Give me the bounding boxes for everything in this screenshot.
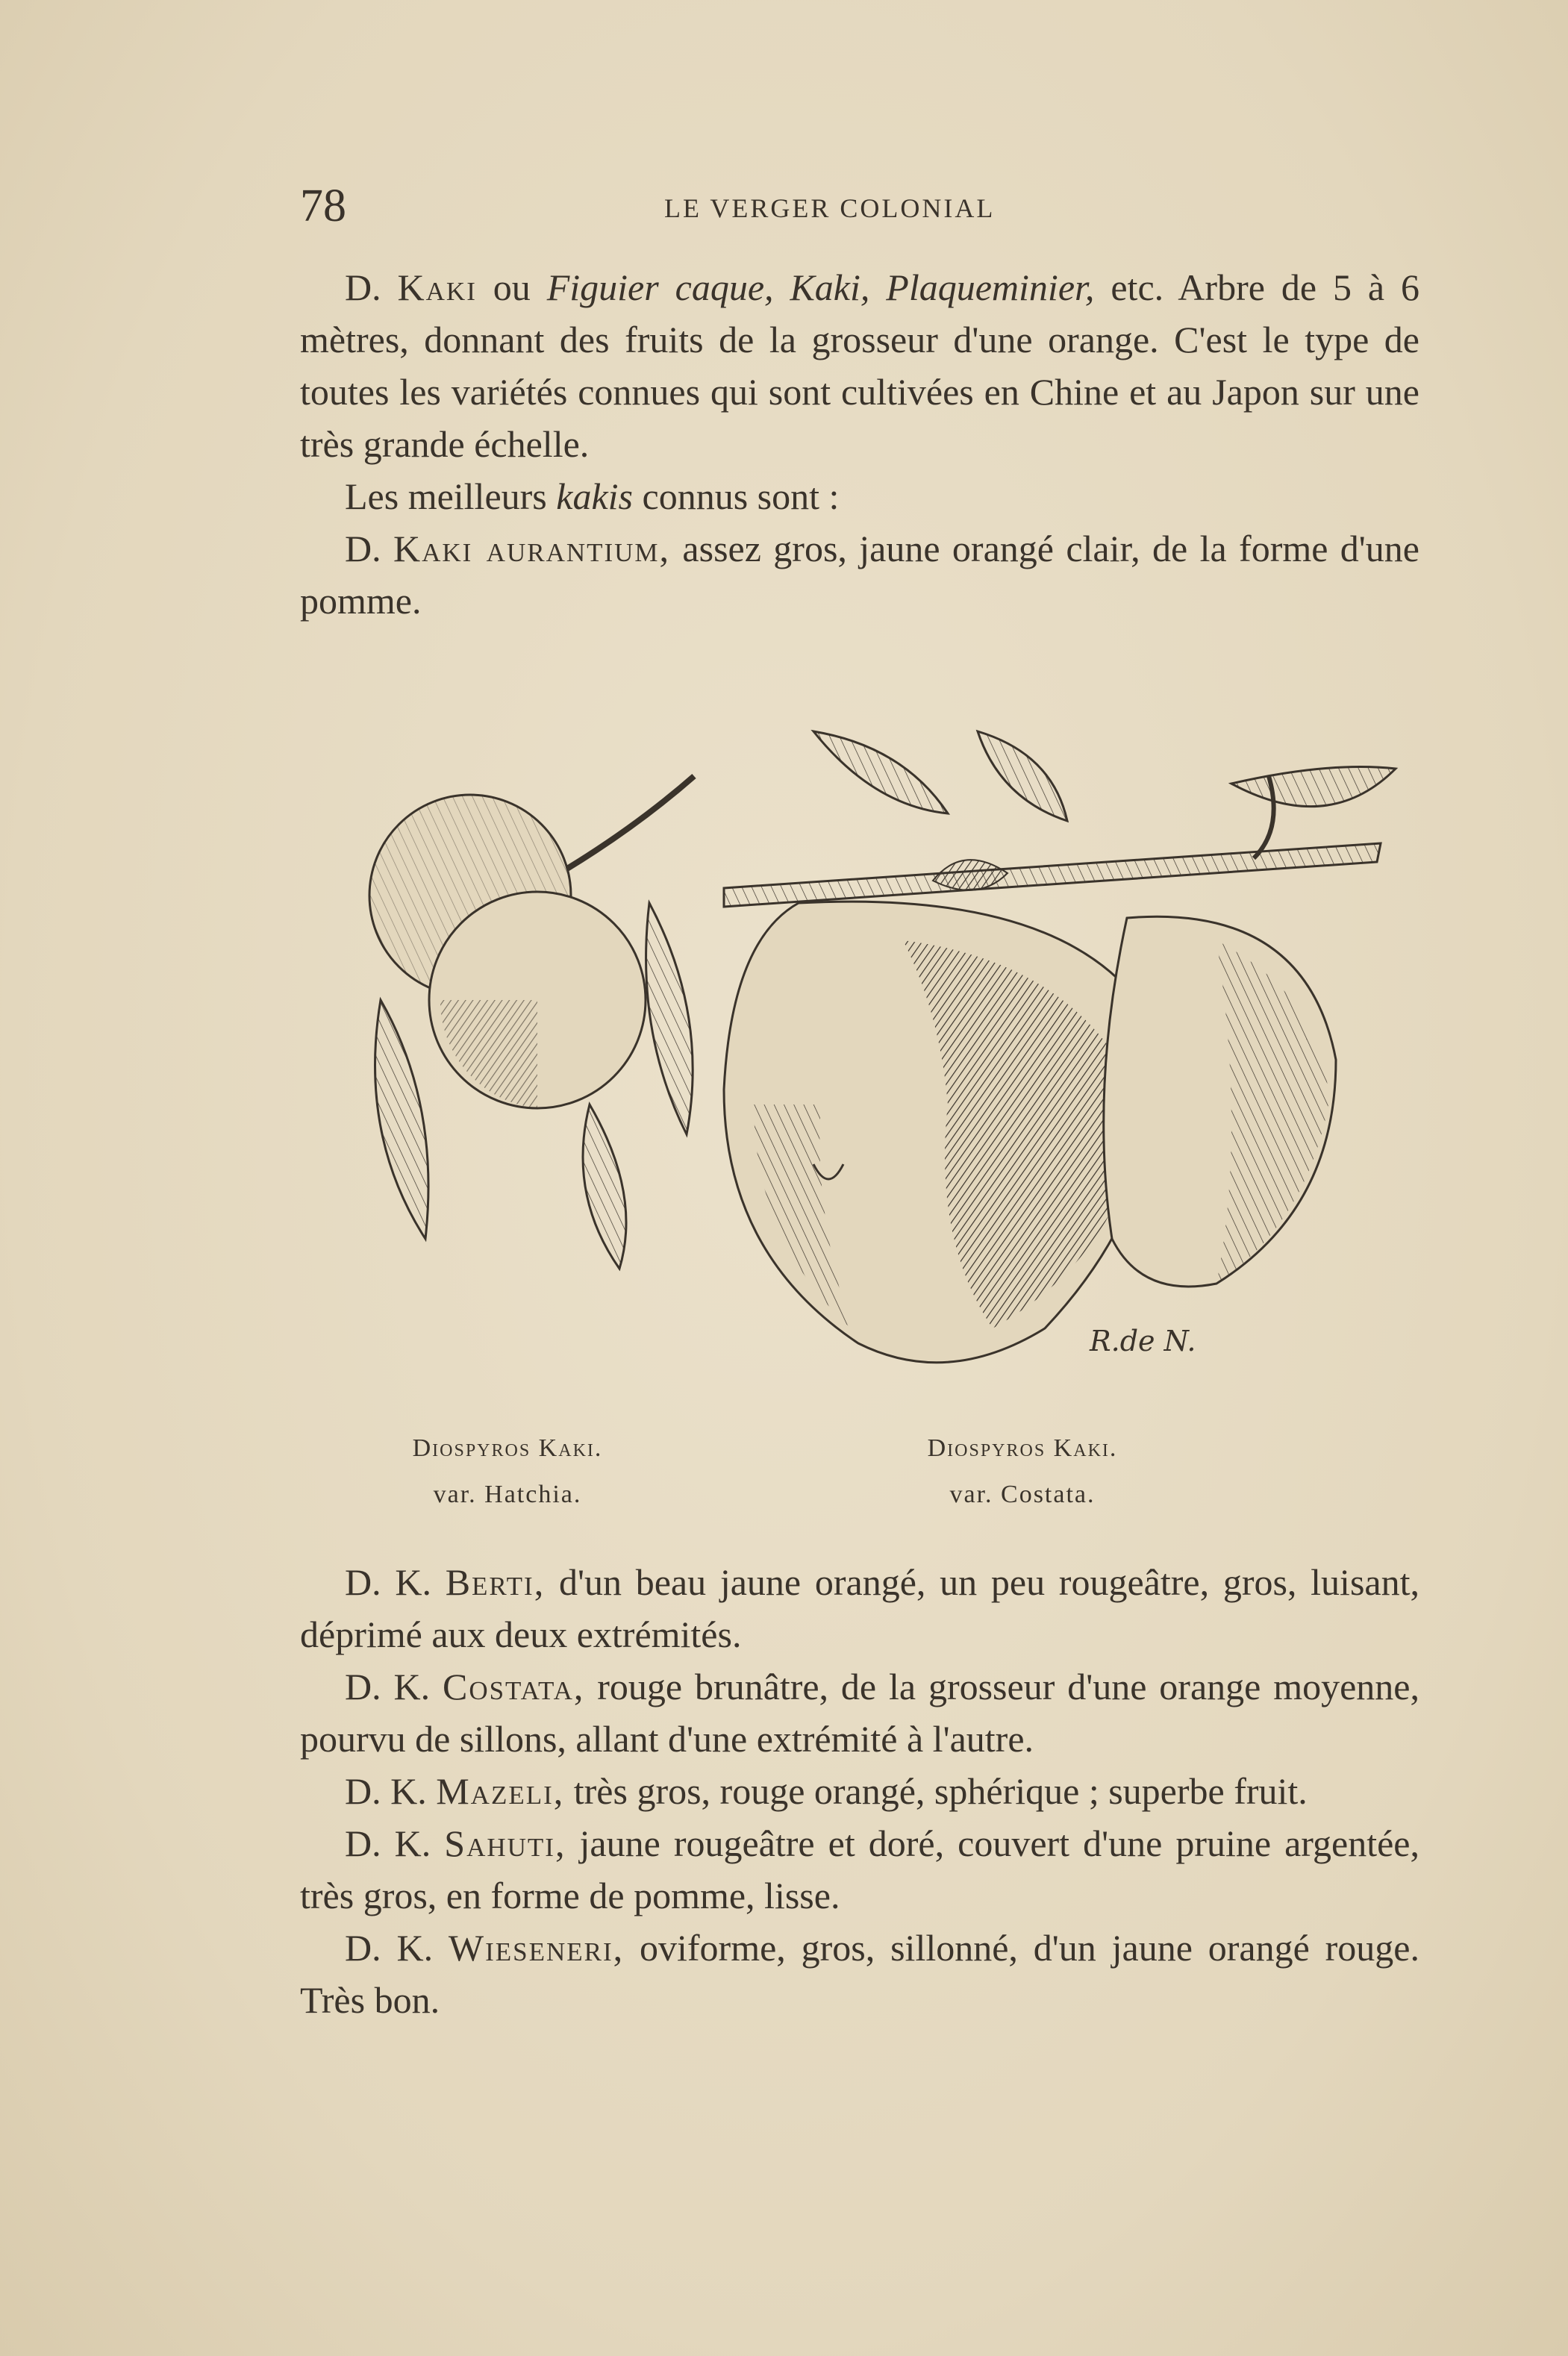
- variety-description: rouge brunâtre, de la grosseur d'une orange moyenne, pourvu de sillons, allant d'une extrémité à l'autre.: [300, 1666, 1419, 1760]
- variety-berti: [300, 1556, 1419, 1660]
- variety-name: Costata,: [442, 1666, 585, 1707]
- artist-signature: R.de N.: [1090, 1325, 1196, 1357]
- variety-name: Kaki aurantium,: [393, 528, 671, 569]
- species-prefix: D. K.: [345, 1822, 445, 1864]
- common-names: Figuier caque, Kaki, Plaqueminier,: [546, 266, 1095, 308]
- paragraph-body: etc. Arbre de 5 à 6 mètres, donnant des fruits de la grosseur d'une orange. C'est le type de toutes les variétés connues qui sont cultivées en Chine et au Japon sur une très grande échelle.: [300, 266, 1420, 465]
- variety-sahuti: [300, 1817, 1419, 1922]
- paragraph-best-kakis: [300, 470, 1419, 522]
- species-prefix: D. K.: [345, 1927, 449, 1969]
- variety-costata: [300, 1660, 1419, 1765]
- paragraph-body: Les meilleurs: [345, 475, 557, 517]
- paragraph-aurantium: [300, 522, 1419, 627]
- italic-term: kakis: [556, 475, 633, 517]
- varieties-text: [300, 1556, 1419, 2026]
- species-prefix: D.: [345, 528, 393, 569]
- page-number: 78: [300, 181, 346, 231]
- engraving-image: [336, 716, 1418, 1418]
- intro-text: [300, 261, 1419, 627]
- paragraph-body: assez gros, jaune orangé clair, de la forme d'une pomme.: [300, 528, 1420, 622]
- caption-title: Diospyros Kaki.: [412, 1434, 603, 1462]
- species-name: Kaki: [397, 266, 477, 308]
- paragraph-body: connus sont :: [633, 475, 840, 517]
- variety-name: Sahuti,: [444, 1822, 566, 1864]
- caption-variety: var. Costata.: [949, 1481, 1096, 1508]
- caption-costata: [896, 1425, 1149, 1518]
- species-prefix: D. K.: [345, 1770, 437, 1812]
- variety-wieseneri: [300, 1922, 1419, 2026]
- variety-name: Mazeli,: [436, 1770, 565, 1812]
- kaki-illustration: [336, 716, 1418, 1418]
- caption-title: Diospyros Kaki.: [927, 1434, 1118, 1462]
- page-header: [300, 183, 1419, 235]
- running-title: LE VERGER COLONIAL: [664, 193, 996, 223]
- variety-name: Wieseneri,: [448, 1927, 625, 1969]
- caption-hatchia: [381, 1425, 634, 1518]
- variety-name: Berti,: [445, 1561, 546, 1603]
- paragraph-kaki: [300, 261, 1419, 470]
- variety-description: jaune rougeâtre et doré, couvert d'une pruine argentée, très gros, en forme de pomme, lisse.: [300, 1822, 1419, 1916]
- variety-mazeli: [300, 1765, 1419, 1817]
- connector-text: ou: [476, 266, 547, 308]
- variety-description: oviforme, gros, sillonné, d'un jaune orangé rouge. Très bon.: [300, 1927, 1419, 2021]
- caption-variety: var. Hatchia.: [433, 1481, 582, 1508]
- variety-description: très gros, rouge orangé, sphérique ; superbe fruit.: [564, 1770, 1308, 1812]
- species-prefix: D.: [345, 266, 398, 308]
- variety-description: d'un beau jaune orangé, un peu rougeâtre, gros, luisant, déprimé aux deux extrémités.: [300, 1561, 1419, 1655]
- species-prefix: D. K.: [345, 1561, 446, 1603]
- species-prefix: D. K.: [345, 1666, 443, 1707]
